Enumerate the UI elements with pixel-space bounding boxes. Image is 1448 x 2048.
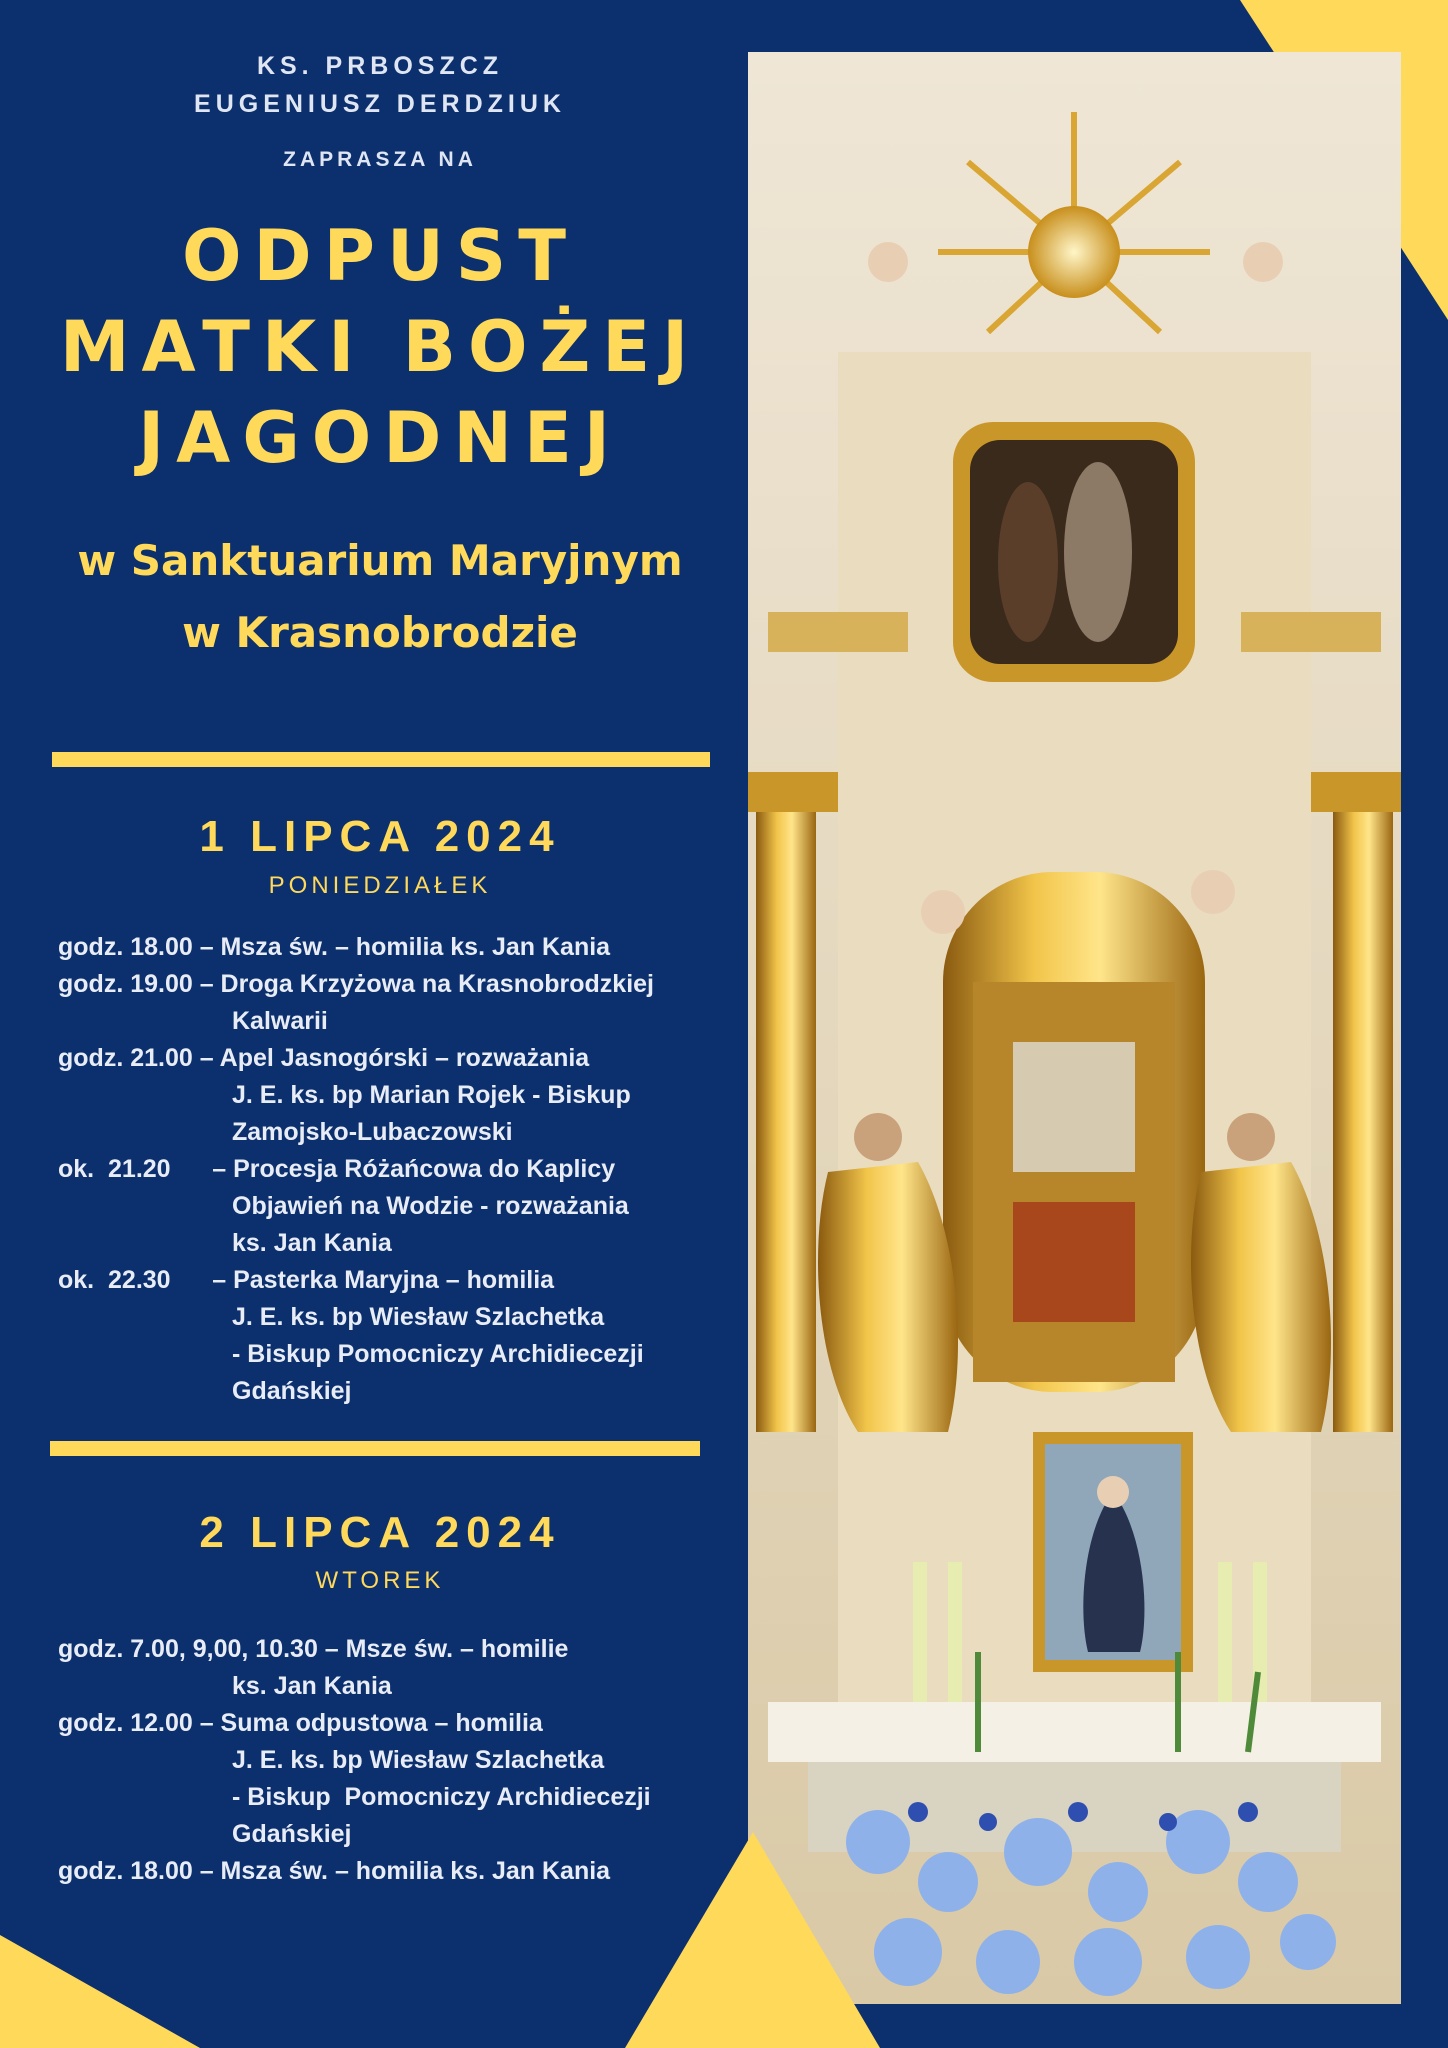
- subtitle-line-1: w Sanktuarium Maryjnym: [77, 536, 683, 585]
- day1-schedule: [58, 929, 718, 1410]
- subtitle-line-2: w Krasnobrodzie: [182, 608, 578, 657]
- schedule-line: ok. 22.30 – Pasterka Maryjna – homilia: [58, 1266, 555, 1294]
- day2-date: 2 LIPCA 2024: [199, 1508, 561, 1557]
- schedule-line: Kalwarii: [232, 1007, 328, 1035]
- title-line-2: MATKI BOŻEJ: [59, 306, 701, 388]
- intro-line-priest-name: EUGENIUSZ DERDZIUK: [194, 90, 566, 118]
- schedule-line: - Biskup Pomocniczy Archidiecezji: [232, 1783, 651, 1811]
- intro-line-invites: ZAPRASZA NA: [283, 148, 477, 171]
- day2-weekday: WTOREK: [315, 1567, 445, 1594]
- divider-top: [52, 752, 710, 767]
- schedule-line: Gdańskiej: [232, 1820, 352, 1848]
- schedule-line: Zamojsko-Lubaczowski: [232, 1118, 513, 1146]
- title-line-3: JAGODNEJ: [138, 397, 622, 479]
- schedule-line: Objawień na Wodzie - rozważania: [232, 1192, 629, 1220]
- schedule-line: ks. Jan Kania: [232, 1672, 392, 1700]
- day1-weekday: PONIEDZIAŁEK: [268, 872, 492, 899]
- schedule-line: godz. 21.00 – Apel Jasnogórski – rozważania: [58, 1044, 590, 1072]
- corner-triangle-bottom-left: [0, 1935, 200, 2048]
- schedule-line: ok. 21.20 – Procesja Różańcowa do Kaplicy: [58, 1155, 616, 1183]
- divider-middle: [50, 1441, 700, 1456]
- day2-schedule: [58, 1631, 718, 1890]
- schedule-line: J. E. ks. bp Wiesław Szlachetka: [232, 1746, 605, 1774]
- schedule-line: godz. 19.00 – Droga Krzyżowa na Krasnobrodzkiej: [58, 970, 654, 998]
- schedule-line: godz. 7.00, 9,00, 10.30 – Msze św. – homilie: [58, 1635, 569, 1663]
- altar-photo: [748, 52, 1401, 2004]
- schedule-line: Gdańskiej: [232, 1377, 352, 1405]
- schedule-line: ks. Jan Kania: [232, 1229, 392, 1257]
- schedule-line: godz. 18.00 – Msza św. – homilia ks. Jan Kania: [58, 1857, 611, 1885]
- title-line-1: ODPUST: [182, 215, 578, 297]
- schedule-line: godz. 12.00 – Suma odpustowa – homilia: [58, 1709, 543, 1737]
- schedule-line: J. E. ks. bp Marian Rojek - Biskup: [232, 1081, 631, 1109]
- schedule-line: - Biskup Pomocniczy Archidiecezji: [232, 1340, 644, 1368]
- intro-line-priest-title: KS. PRBOSZCZ: [256, 52, 504, 80]
- day1-date: 1 LIPCA 2024: [199, 812, 561, 861]
- schedule-line: godz. 18.00 – Msza św. – homilia ks. Jan Kania: [58, 933, 611, 961]
- schedule-line: J. E. ks. bp Wiesław Szlachetka: [232, 1303, 605, 1331]
